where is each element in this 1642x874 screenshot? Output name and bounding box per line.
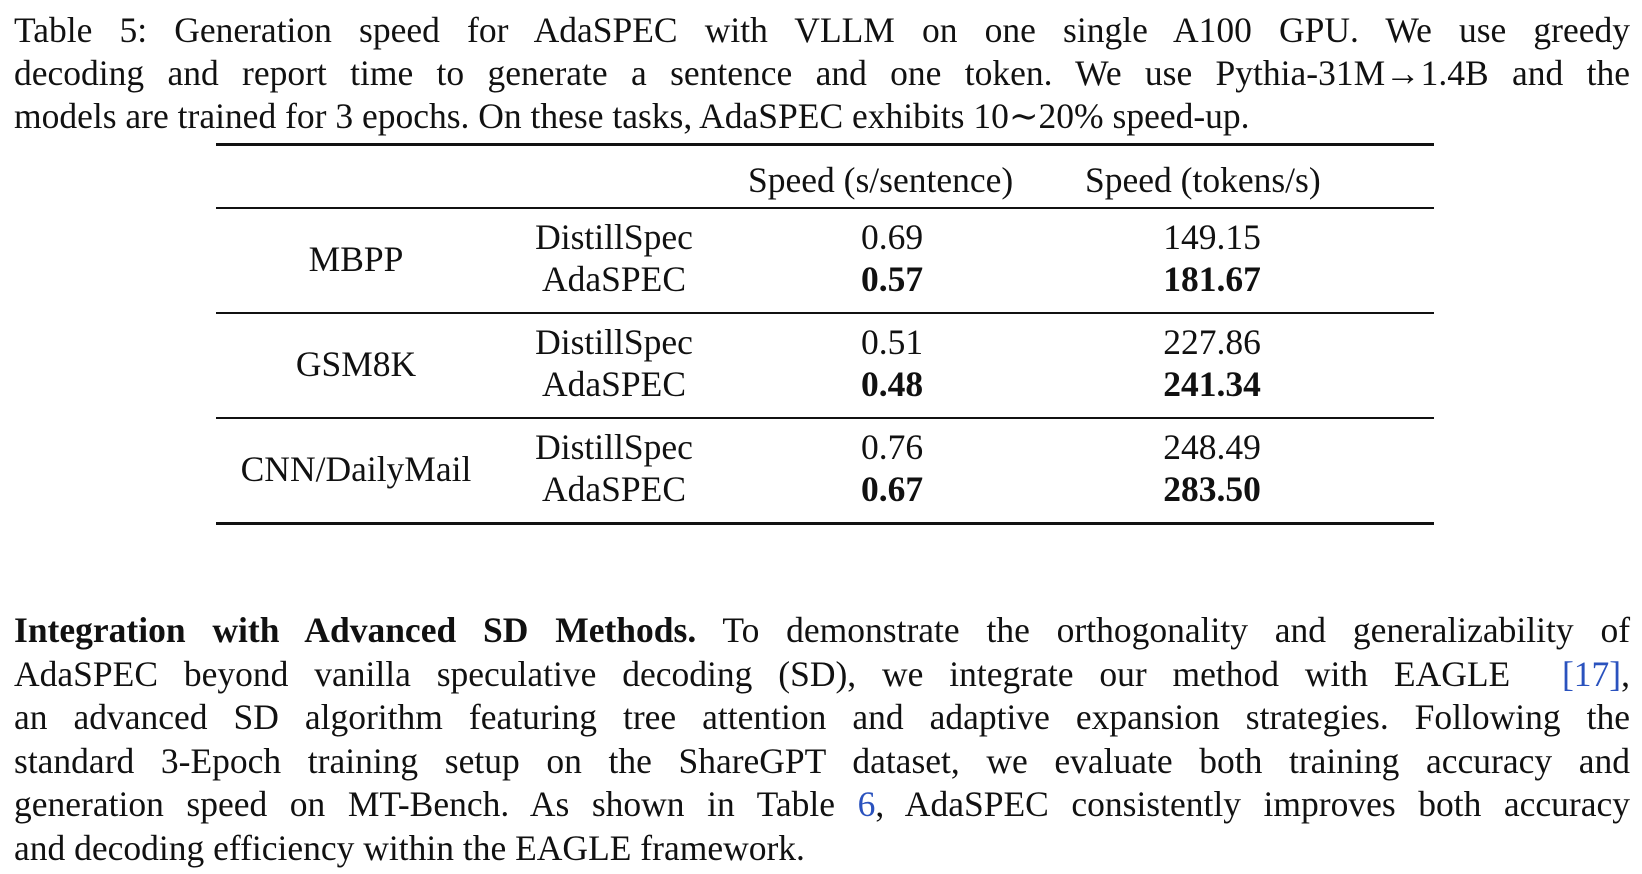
method-label: DistillSpec — [535, 217, 693, 257]
caption-line-2: decoding and report time to generate a sentence and one token. We use Pythia-31M→1.4B and the — [14, 53, 1630, 93]
paragraph-line-2: AdaSPEC beyond vanilla speculative decoding (SD), we integrate our method with EAGLE [17], — [14, 653, 1630, 694]
table-group-rule — [216, 417, 1434, 419]
speed-sentence-value: 0.57 — [860, 259, 924, 299]
paragraph-line-5: generation speed on MT-Bench. As shown in Table 6, AdaSPEC consistently improves both accuracy — [14, 784, 1631, 824]
speed-tokens-value: 227.86 — [1163, 322, 1261, 362]
speed-tokens-value: 181.67 — [1163, 259, 1261, 299]
speed-sentence-value: 0.48 — [860, 364, 924, 404]
header-speed-tokens: Speed (tokens/s) — [1085, 160, 1321, 200]
paragraph-line-6: and decoding efficiency within the EAGLE framework. — [14, 827, 805, 868]
speed-tokens-value: 283.50 — [1163, 469, 1261, 509]
speed-sentence-value: 0.69 — [860, 217, 924, 257]
speed-sentence-value: 0.51 — [860, 322, 924, 362]
citation-link-17[interactable]: [17] — [1561, 653, 1622, 694]
caption-line-3: models are trained for 3 epochs. On these tasks, AdaSPEC exhibits 10∼20% speed-up. — [14, 96, 1250, 136]
table-bottom-rule — [216, 522, 1434, 525]
table-top-rule — [216, 143, 1434, 146]
paragraph-line-4: standard 3-Epoch training setup on the ShareGPT dataset, we evaluate both training accuracy and — [14, 740, 1630, 781]
speed-tokens-value: 248.49 — [1163, 427, 1261, 467]
paragraph-line-1: Integration with Advanced SD Methods. To demonstrate the orthogonality and generalizability of — [14, 610, 1631, 650]
table-caption — [14, 9, 1630, 138]
method-label: DistillSpec — [535, 322, 693, 362]
header-speed-sentence: Speed (s/sentence) — [748, 160, 1014, 200]
body-paragraph — [14, 609, 1630, 870]
paragraph-line-3: an advanced SD algorithm featuring tree attention and adaptive expansion strategies. Following the — [14, 697, 1630, 737]
paragraph-heading: Integration with Advanced SD Methods. — [14, 610, 697, 650]
table-6-link[interactable]: 6 — [857, 784, 876, 824]
task-label: MBPP — [308, 239, 404, 279]
method-label: AdaSPEC — [542, 364, 686, 404]
method-label: DistillSpec — [535, 427, 693, 467]
caption-line-1: Table 5: Generation speed for AdaSPEC with VLLM on one single A100 GPU. We use greedy — [14, 10, 1630, 50]
method-label: AdaSPEC — [542, 469, 686, 509]
method-label: AdaSPEC — [542, 259, 686, 299]
table-header-rule — [216, 207, 1434, 209]
speed-tokens-value: 241.34 — [1163, 364, 1261, 404]
task-label: GSM8K — [295, 344, 417, 384]
speed-sentence-value: 0.76 — [860, 427, 924, 467]
speed-tokens-value: 149.15 — [1163, 217, 1261, 257]
task-label: CNN/DailyMail — [240, 449, 472, 489]
table-group-rule — [216, 312, 1434, 314]
speed-sentence-value: 0.67 — [860, 469, 924, 509]
